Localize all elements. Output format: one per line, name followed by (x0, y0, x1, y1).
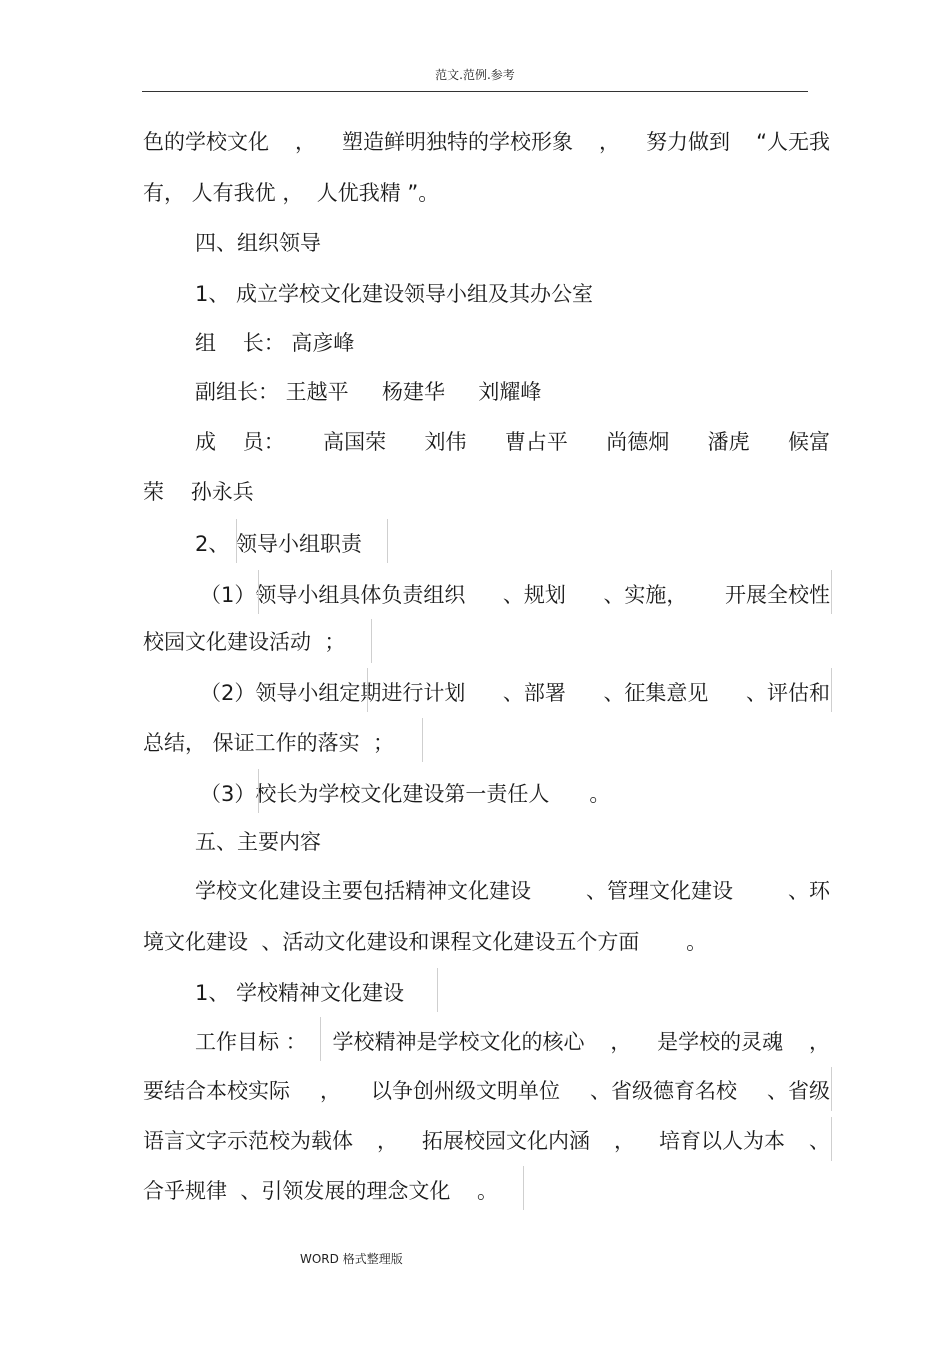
text-box-border (387, 519, 388, 563)
text-line-11: 校园文化建设活动 ； (143, 630, 346, 654)
page-header: 范文.范例.参考 (435, 68, 515, 82)
text-segment: ， (809, 1030, 830, 1054)
section-heading-4: 四、组织领导 (195, 231, 321, 255)
text-line-22: 合乎规律 、引领发展的理念文化 。 (143, 1179, 499, 1203)
text-box-border (437, 968, 438, 1012)
text-segment: 成 员： (195, 430, 285, 454)
text-segment: 学校文化建设主要包括精神文化建设 (195, 879, 531, 903)
text-segment: 候富 (787, 430, 830, 454)
members-line-cont: 荣 孙永兵 (143, 480, 254, 504)
header-divider (142, 91, 808, 92)
text-segment: 曹占平 (504, 430, 568, 454)
text-segment: “人无我 (756, 130, 830, 154)
text-box-border (523, 1166, 524, 1210)
text-box-border (367, 668, 368, 712)
text-segment: ， (599, 130, 621, 154)
page-footer: WORD 格式整理版 (300, 1252, 403, 1266)
text-line-9: 2、 领导小组职责 (195, 532, 363, 556)
text-line-4: 1、 成立学校文化建设领导小组及其办公室 (195, 282, 594, 306)
text-segment: 是学校的灵魂 (657, 1030, 784, 1054)
text-segment: 努力做到 (646, 130, 731, 154)
text-segment: 、评估和 (745, 681, 830, 705)
text-segment: 塑造鲜明独特的学校形象 (342, 130, 574, 154)
deputy-leader-line: 副组长： 王越平 杨建华 刘耀峰 (195, 380, 542, 404)
text-line-17: 境文化建设 、活动文化建设和课程文化建设五个方面 。 (143, 930, 708, 954)
text-line-21 (143, 1126, 830, 1156)
text-box-border (831, 668, 832, 712)
text-segment: 、省级德育名校 (590, 1079, 737, 1103)
text-segment: 刘伟 (424, 430, 467, 454)
text-segment: ， (320, 1079, 341, 1103)
subsection-heading: 1、 学校精神文化建设 (195, 981, 405, 1005)
text-segment: ， (377, 1129, 398, 1153)
text-line-13: 总结， 保证工作的落实 ； (143, 731, 395, 755)
text-line-12 (200, 678, 830, 708)
text-segment: 尚德炯 (606, 430, 670, 454)
text-segment: 、省级 (767, 1079, 830, 1103)
text-segment: 、征集意见 (603, 681, 709, 705)
text-segment: 要结合本校实际 (143, 1079, 290, 1103)
text-line-1 (143, 127, 830, 157)
text-box-border (236, 519, 237, 563)
text-segment: （2）领导小组定期进行计划 (200, 681, 466, 705)
text-segment: 、部署 (502, 681, 566, 705)
text-segment: 色的学校文化 (143, 130, 269, 154)
text-line-19 (195, 1027, 830, 1057)
text-box-border (258, 570, 259, 614)
text-segment: 培育以人为本 (659, 1129, 785, 1153)
text-line-20 (143, 1076, 830, 1106)
text-segment: ， (614, 1129, 635, 1153)
text-segment: ， (610, 1030, 632, 1054)
text-box-border (831, 570, 832, 614)
text-segment: 高国荣 (323, 430, 387, 454)
text-segment: 开展全校性 (724, 583, 830, 607)
text-box-border (320, 1017, 321, 1061)
text-box-border (371, 619, 372, 663)
text-segment: 、 (809, 1129, 830, 1153)
text-line-10 (200, 580, 830, 610)
text-line-14: （3）校长为学校文化建设第一责任人 。 (200, 782, 611, 806)
text-segment: 、环 (788, 879, 830, 903)
text-box-border (258, 769, 259, 813)
text-segment: 潘虎 (707, 430, 750, 454)
section-heading-5: 五、主要内容 (195, 830, 321, 854)
text-segment: 、规划 (502, 583, 566, 607)
text-segment: 、管理文化建设 (586, 879, 733, 903)
text-segment: 工作目标 ： (195, 1030, 307, 1054)
text-segment: ， (295, 130, 317, 154)
text-segment: 以争创州级文明单位 (371, 1079, 560, 1103)
text-line-2: 有， 人有我优 ， 人优我精 ”。 (143, 181, 440, 205)
text-segment: 拓展校园文化内涵 (422, 1129, 590, 1153)
leader-line: 组 长： 高彦峰 (195, 331, 355, 355)
text-box-border (831, 1117, 832, 1161)
text-box-border (422, 718, 423, 762)
text-segment: 学校精神是学校文化的核心 (332, 1030, 585, 1054)
text-segment: （1）领导小组具体负责组织 (200, 583, 466, 607)
text-line-16 (195, 876, 830, 906)
text-box-border (831, 1067, 832, 1111)
members-line (195, 427, 830, 457)
text-segment: 语言文字示范校为载体 (143, 1129, 353, 1153)
text-segment: 、实施， (603, 583, 688, 607)
